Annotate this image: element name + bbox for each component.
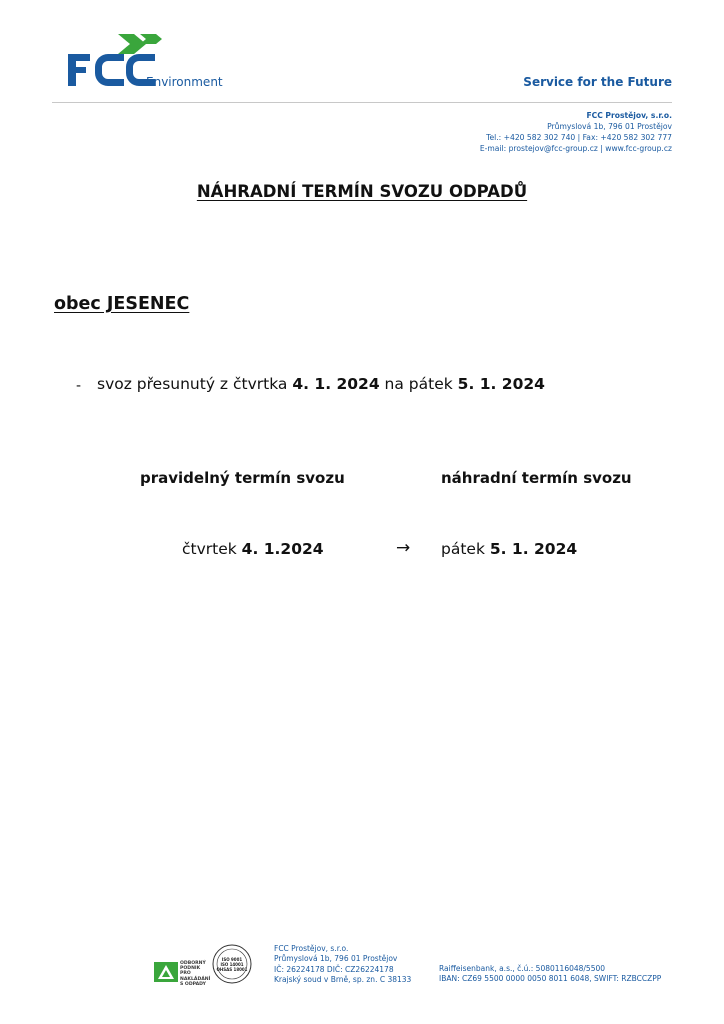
regular-day: čtvrtek — [182, 540, 242, 558]
document-title: NÁHRADNÍ TERMÍN SVOZU ODPADŮ — [196, 182, 528, 201]
footer-iban: IBAN: CZ69 5500 0000 0050 8011 6048, SWIFT: RZBCCZPP — [439, 974, 662, 984]
waste-company-badge-icon — [154, 962, 178, 982]
logo-chevron-back — [140, 34, 162, 44]
notice-middle: na pátek — [379, 375, 458, 393]
notice-to-date: 5. 1. 2024 — [457, 375, 545, 393]
contact-address: Průmyslová 1b, 796 01 Prostějov — [547, 122, 672, 131]
contact-phones: Tel.: +420 582 302 740 | Fax: +420 582 302 777 — [486, 133, 672, 142]
contact-company: FCC Prostějov, s.r.o. — [586, 111, 672, 120]
footer-company: FCC Prostějov, s.r.o. — [274, 944, 349, 953]
replacement-term-header: náhradní termín svozu — [441, 469, 632, 487]
regular-term-date — [182, 540, 324, 558]
regular-term-header: pravidelný termín svozu — [140, 469, 345, 487]
iso-certification-seal-icon — [212, 944, 252, 984]
seal-line-3: OHSAS 18001 — [216, 967, 248, 972]
footer-ids: IČ: 26224178 DIČ: CZ26224178 — [274, 964, 394, 974]
seal-line-2: ISO 14001 — [220, 962, 244, 967]
footer-company-info — [274, 944, 411, 985]
notice-bullet: - — [76, 378, 82, 394]
notice-from-date: 4. 1. 2024 — [292, 375, 380, 393]
contact-web: E-mail: prostejov@fcc-group.cz | www.fcc-group.cz — [479, 144, 672, 153]
notice-prefix: svoz přesunutý z čtvrtka — [97, 375, 293, 393]
header-contact-block — [480, 110, 672, 154]
footer-bank-info — [439, 964, 661, 985]
notice-text — [97, 375, 545, 393]
header-divider — [52, 102, 672, 103]
company-tagline: Service for the Future — [523, 75, 672, 89]
footer-court: Krajský soud v Brně, sp. zn. C 38133 — [274, 974, 412, 984]
logo-subtitle: Environment — [146, 75, 223, 89]
waste-company-badge-text: ODBORNÝ PODNIK PRO NAKLÁDÁNÍ S ODPADY — [180, 961, 211, 987]
replacement-term-date — [441, 540, 577, 558]
seal-line-1: ISO 9001 — [221, 957, 243, 962]
footer-bank: Raiffeisenbank, a.s., č.ú.: 5080116048/5500 — [439, 964, 606, 973]
replacement-day: pátek — [441, 540, 490, 558]
replacement-date: 5. 1. 2024 — [489, 540, 578, 558]
municipality-heading: obec JESENEC — [54, 294, 190, 314]
right-arrow-icon: → — [396, 538, 411, 558]
footer-address: Průmyslová 1b, 796 01 Prostějov — [274, 954, 398, 964]
regular-date: 4. 1.2024 — [241, 540, 324, 558]
